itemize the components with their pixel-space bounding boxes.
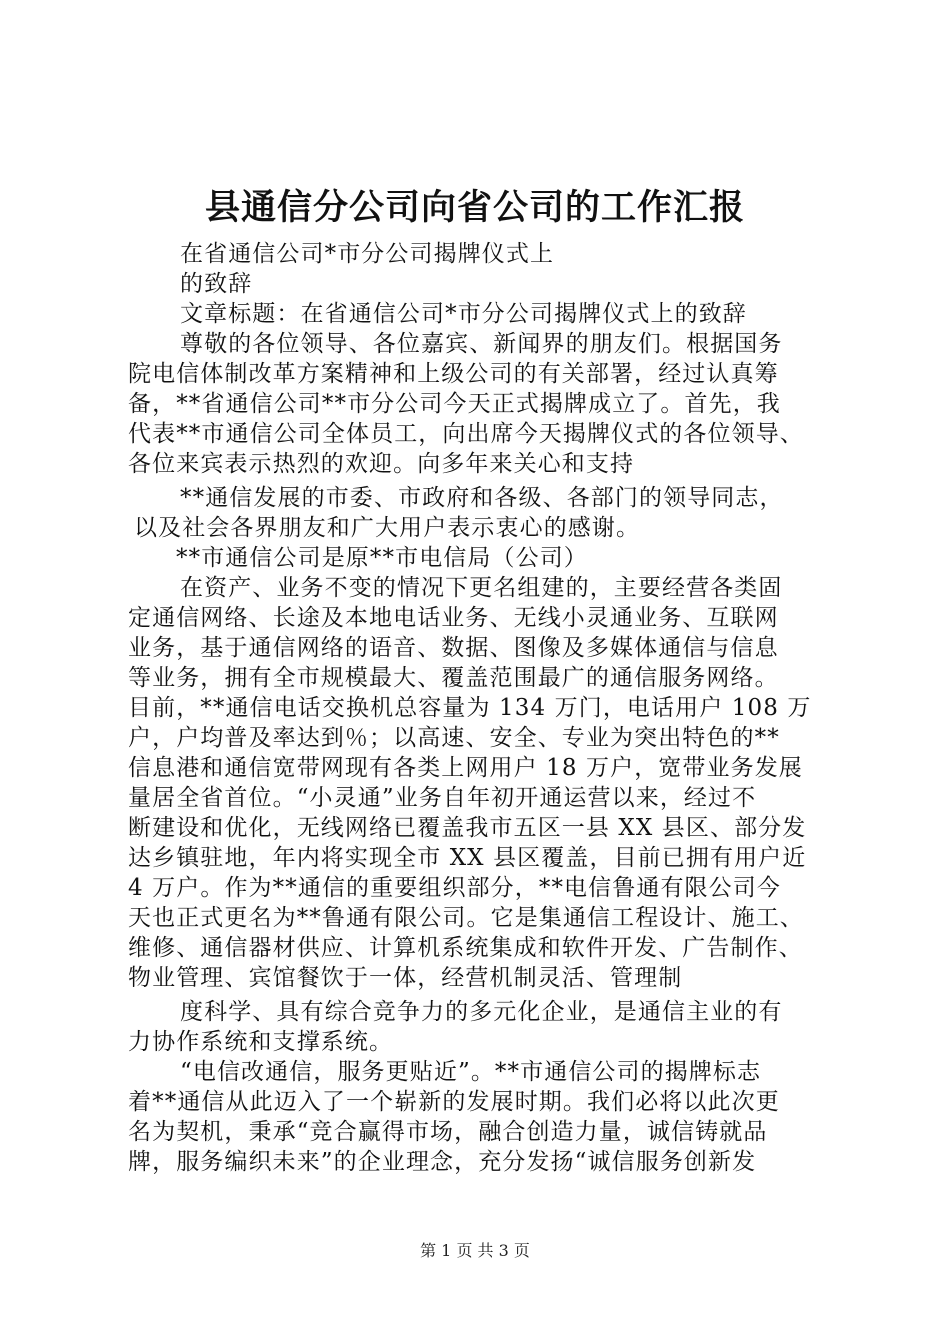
text-line: 业务，基于通信网络的语音、数据、图像及多媒体通信与信息 [128, 635, 779, 661]
text-line: 物业管理、宾馆餐饮于一体，经营机制灵活、管理制 [128, 965, 683, 991]
document-title: 县通信分公司向省公司的工作汇报 [204, 187, 745, 228]
text-line: 代表**市通信公司全体员工，向出席今天揭牌仪式的各位领导、 [128, 421, 804, 447]
text-line: 4 万户。作为**通信的重要组织部分，**电信鲁通有限公司今 [128, 875, 781, 901]
text-line: 牌，服务编织未来”的企业理念，充分发扬“诚信服务创新发 [128, 1149, 757, 1175]
text-line: 备，**省通信公司**市分公司今天正式揭牌成立了。首先，我 [128, 391, 781, 417]
text-line: 名为契机，秉承“竞合赢得市场，融合创造力量，诚信铸就品 [128, 1119, 768, 1145]
text-line: 户，户均普及率达到％；以高速、安全、专业为突出特色的** [128, 725, 780, 751]
text-line: 在省通信公司*市分公司揭牌仪式上 [180, 241, 555, 267]
text-line: 的致辞 [180, 271, 253, 297]
text-line: 定通信网络、长途及本地电话业务、无线小灵通业务、互联网 [128, 605, 779, 631]
text-line: 断建设和优化，无线网络已覆盖我市五区一县 XX 县区、部分发 [128, 815, 807, 841]
page-footer: 第 1 页 共 3 页 [420, 1241, 530, 1260]
text-line: 天也正式更名为**鲁通有限公司。它是集通信工程设计、施工、 [128, 905, 804, 931]
text-line: **通信发展的市委、市政府和各级、各部门的领导同志， [180, 485, 784, 511]
text-line: 尊敬的各位领导、各位嘉宾、新闻界的朋友们。根据国务 [180, 331, 783, 357]
text-line: 度科学、具有综合竞争力的多元化企业，是通信主业的有 [180, 999, 783, 1025]
text-line: 目前，**通信电话交换机总容量为 134 万门，电话用户 108 万 [128, 695, 812, 721]
text-line: 达乡镇驻地，年内将实现全市 XX 县区覆盖，目前已拥有用户近 [128, 845, 807, 871]
text-line: 院电信体制改革方案精神和上级公司的有关部署，经过认真筹 [128, 361, 779, 387]
text-line: 等业务，拥有全市规模最大、覆盖范围最广的通信服务网络。 [128, 665, 779, 691]
text-line: 量居全省首位。“小灵通”业务自年初开通运营以来，经过不 [128, 785, 757, 811]
text-line: 力协作系统和支撑系统。 [128, 1029, 394, 1055]
text-line: 着**通信从此迈入了一个崭新的发展时期。我们必将以此次更 [128, 1089, 780, 1115]
text-line: 文章标题：在省通信公司*市分公司揭牌仪式上的致辞 [180, 301, 747, 327]
text-line: **市通信公司是原**市电信局（公司） [176, 545, 588, 571]
text-line: “电信改通信，服务更贴近”。**市通信公司的揭牌标志 [180, 1059, 762, 1085]
text-line: 在资产、业务不变的情况下更名组建的，主要经营各类固 [180, 575, 783, 601]
text-line: 信息港和通信宽带网现有各类上网用户 18 万户，宽带业务发展 [128, 755, 803, 781]
text-line: 维修、通信器材供应、计算机系统集成和软件开发、广告制作、 [128, 935, 803, 961]
text-line: 以及社会各界朋友和广大用户表示衷心的感谢。 [134, 515, 641, 541]
text-line: 各位来宾表示热烈的欢迎。向多年来关心和支持 [128, 451, 635, 477]
